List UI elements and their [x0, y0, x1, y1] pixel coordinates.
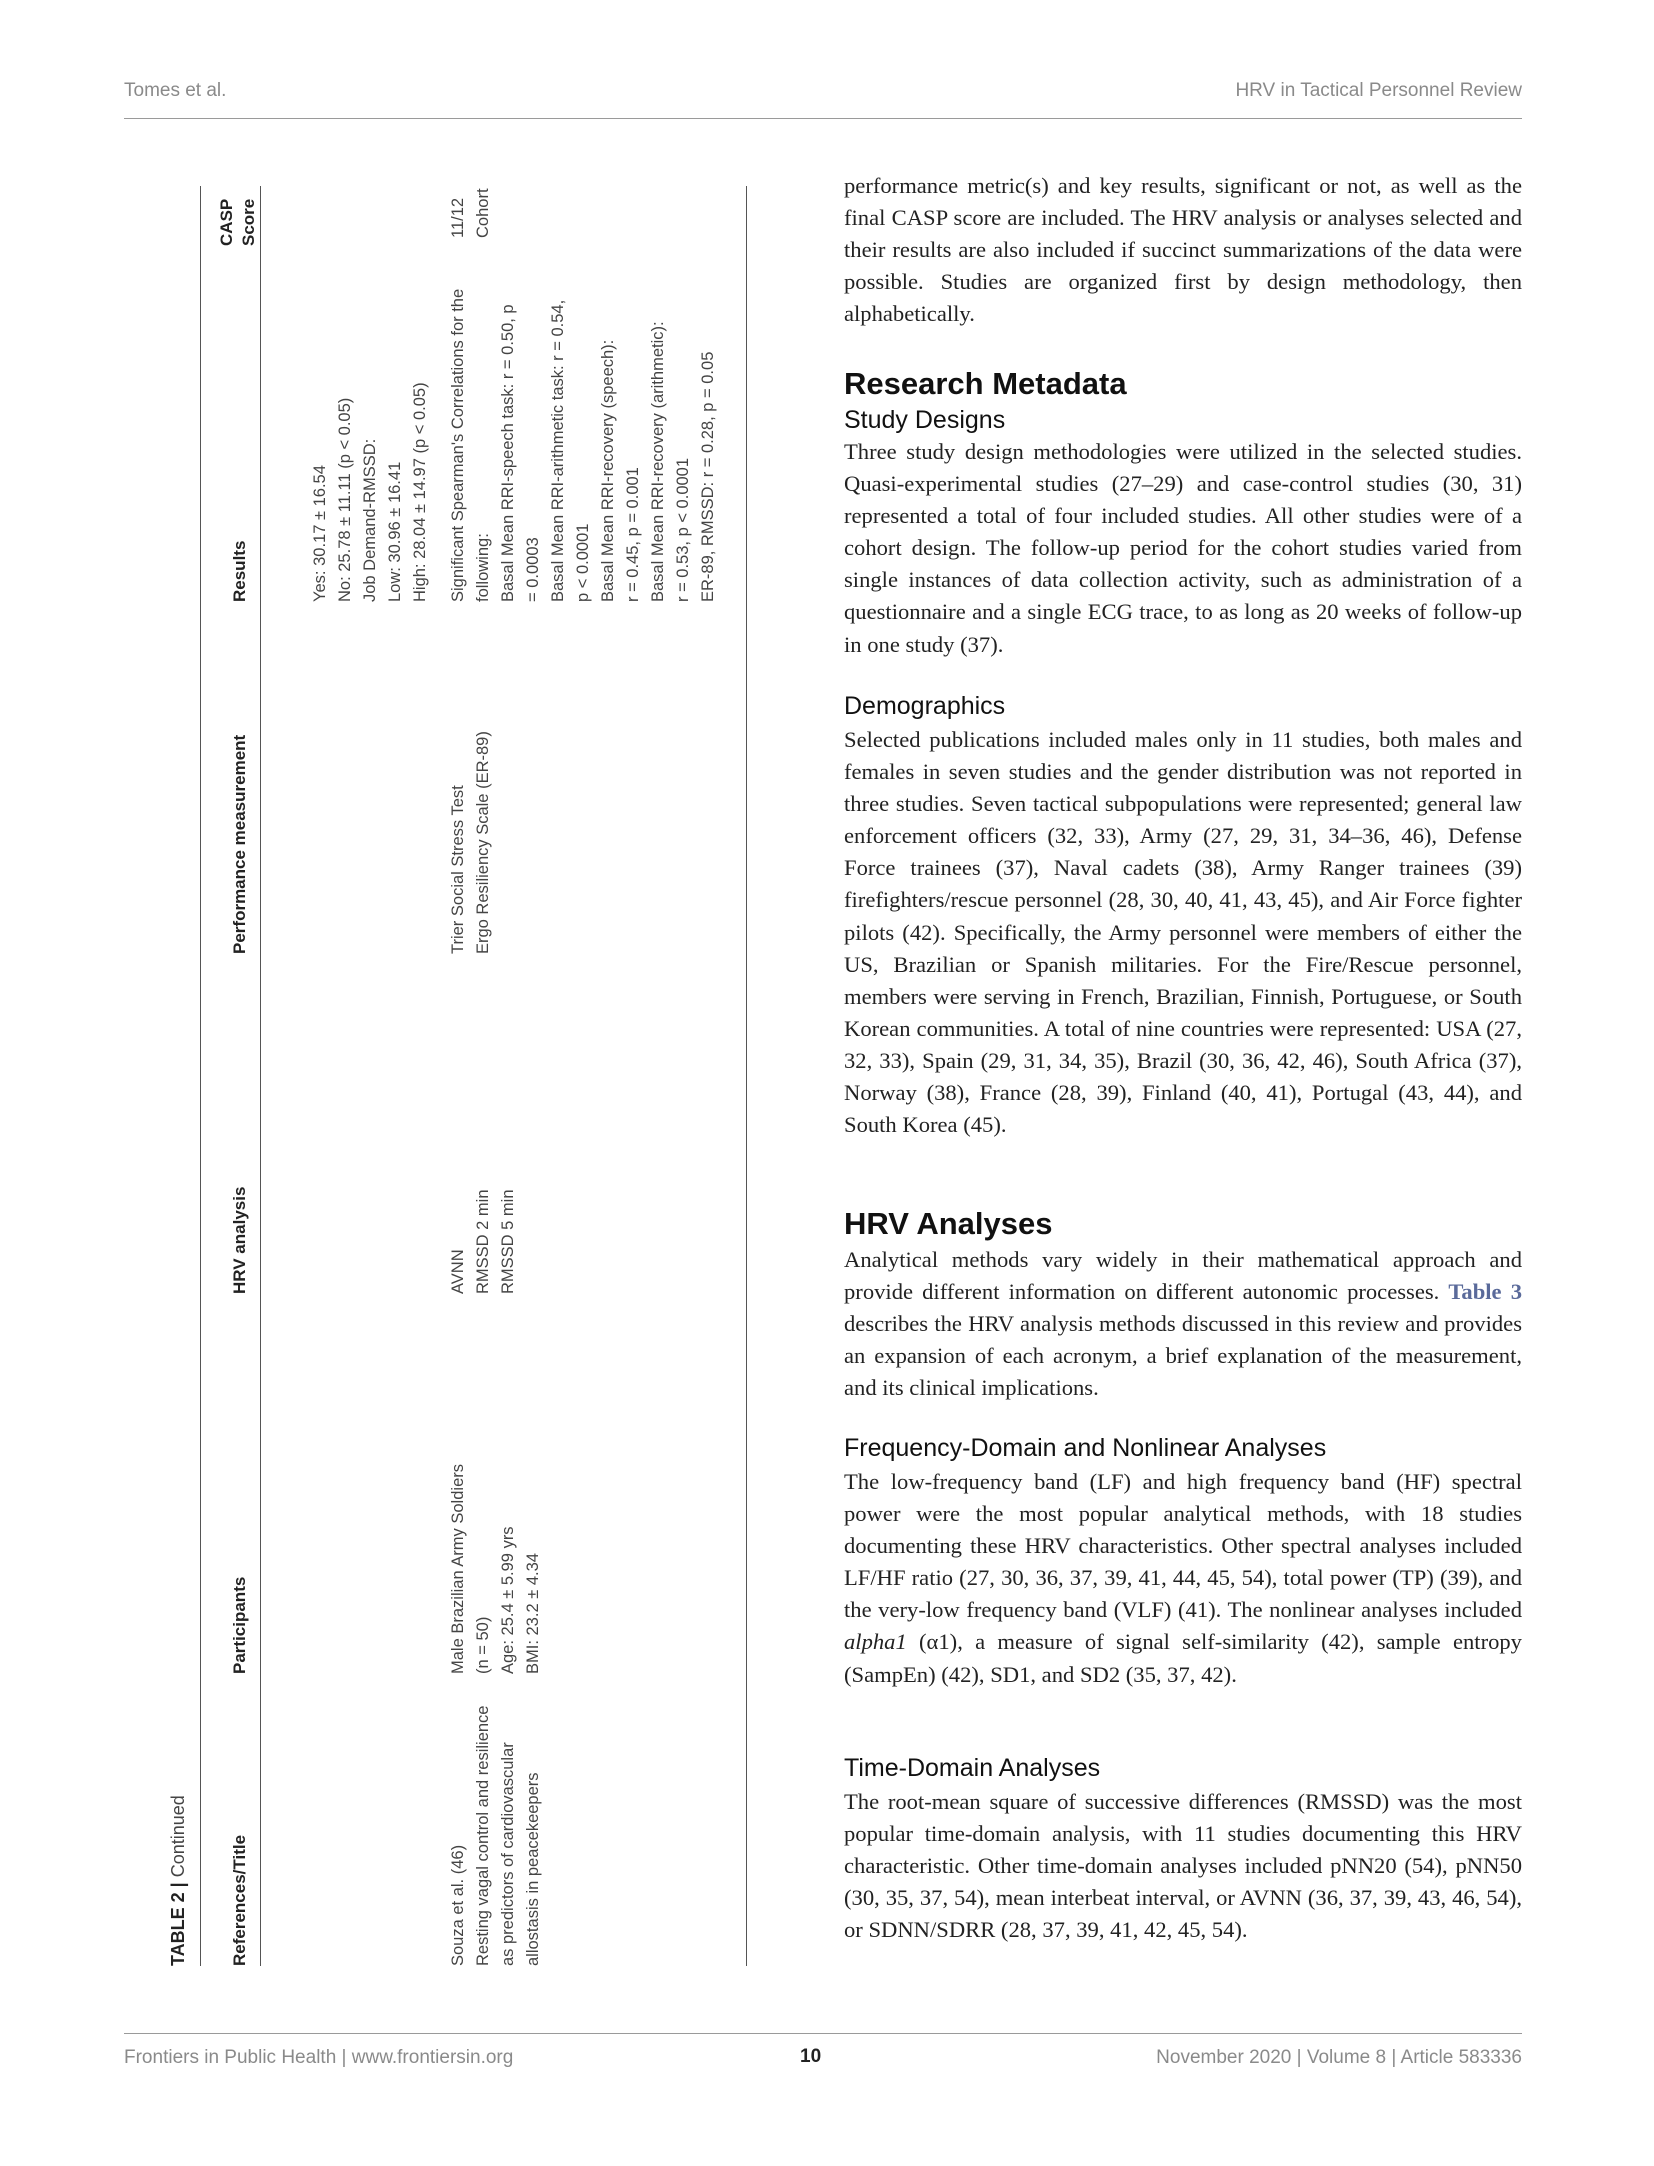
participants-line: (n = 50): [474, 1616, 492, 1674]
table-header-rule: [260, 186, 261, 1966]
result-line: r = 0.45, p = 0.001: [624, 467, 642, 602]
col-header-participants: Participants: [230, 1576, 249, 1674]
table-2-continued: [168, 183, 748, 1998]
performance-line: Trier Social Stress Test: [449, 785, 467, 954]
result-line: Job Demand-RMSSD:: [361, 438, 379, 602]
col-header-casp-score: [216, 199, 260, 246]
casp-value: 11/12: [449, 197, 467, 238]
col-header-casp: CASP: [217, 198, 236, 246]
result-line: Basal Mean RRI-arithmetic task: r = 0.54,: [549, 299, 567, 602]
time-domain-paragraph: The root-mean square of successive differences (RMSSD) was the most popular time-domain analysis, with 11 studies documenting this HRV characteristic. Other time-domain analyses included pNN20 (54), pNN50 (30, 35, 37, 54), mean interbeat interval, or AVNN (36, 37, 39, 43, 46, 54), or SDNN/SDRR (28, 37, 39, 41, 42, 45, 54).: [844, 1789, 1522, 1943]
hrv-analyses-paragraph: [844, 1244, 1522, 1404]
result-line: No: 25.78 ± 11.11 (p < 0.05): [336, 397, 354, 602]
footer-page-number: 10: [800, 2046, 822, 2067]
result-line: Basal Mean RRI-speech task: r = 0.50, p: [499, 304, 517, 602]
result-line: ER-89, RMSSD: r = 0.28, p = 0.05: [699, 351, 717, 602]
prev-row-results: [308, 382, 433, 602]
result-line: = 0.0003: [524, 537, 542, 602]
alpha1-term: alpha1: [844, 1629, 907, 1655]
result-line: Low: 30.96 ± 16.41: [386, 461, 404, 602]
souza-reference: [446, 1706, 546, 1966]
table-3-link[interactable]: Table 3: [1448, 1279, 1522, 1305]
participants-line: Male Brazilian Army Soldiers: [449, 1464, 467, 1674]
participants-line: BMI: 23.2 ± 4.34: [524, 1553, 542, 1674]
heading-hrv-analyses: HRV Analyses: [844, 1206, 1053, 1241]
souza-participants: [446, 1464, 546, 1674]
casp-design: Cohort: [474, 188, 492, 238]
header-rule: [124, 118, 1522, 119]
result-line: r = 0.53, p < 0.0001: [674, 457, 692, 602]
col-header-results: Results: [230, 540, 249, 602]
col-header-references: References/Title: [230, 1834, 249, 1966]
freq-text-before: The low-frequency band (LF) and high frequency band (HF) spectral power were the most popular analytical methods, with 18 studies documenting these HRV characteristics. Other spectral analyses included LF/HF ratio (27, 30, 36, 37, 39, 41, 44, 45, 54), total power (TP) (39), and the very-low frequency band (VLF) (41). The nonlinear analyses included: [844, 1469, 1522, 1623]
col-header-hrv-analysis: HRV analysis: [230, 1186, 249, 1294]
result-line: Yes: 30.17 ± 16.54: [311, 465, 329, 602]
heading-time-domain: Time-Domain Analyses: [844, 1754, 1101, 1782]
souza-results: [446, 289, 721, 602]
hrv-line: RMSSD 5 min: [499, 1189, 517, 1294]
table-caption-continued: Continued: [168, 1795, 188, 1878]
result-line: Significant Spearman's Correlations for the: [449, 288, 467, 602]
hrv-text-before: Analytical methods vary widely in their mathematical approach and provide different information on different autonomic processes.: [844, 1247, 1522, 1305]
result-line: High: 28.04 ± 14.97 (p < 0.05): [411, 382, 429, 602]
reference-line: as predictors of cardiovascular: [499, 1742, 517, 1966]
result-line: p < 0.0001: [574, 523, 592, 602]
participants-line: Age: 25.4 ± 5.99 yrs: [499, 1526, 517, 1674]
footer-rule: [124, 2033, 1522, 2034]
study-designs-paragraph: Three study design methodologies were utilized in the selected studies. Quasi-experimental studies (27–29) and case-control studies (30, 31) represented a total of four included studies. All other studies were of a cohort design. The follow-up period for the cohort studies varied from single instances of data collection activity, such as administration of a questionnaire and a single ECG trace, to as long as 20 weeks of follow-up in one study (37).: [844, 439, 1522, 657]
result-line: following:: [474, 533, 492, 602]
table-bottom-rule: [746, 186, 747, 1966]
heading-study-designs: Study Designs: [844, 406, 1006, 434]
heading-frequency-domain: Frequency-Domain and Nonlinear Analyses: [844, 1434, 1327, 1462]
table-caption-label: TABLE 2 |: [168, 1882, 188, 1966]
hrv-line: RMSSD 2 min: [474, 1189, 492, 1294]
souza-performance: [446, 731, 496, 954]
heading-demographics: Demographics: [844, 692, 1006, 720]
running-head-title: HRV in Tactical Personnel Review: [1235, 80, 1522, 101]
result-line: Basal Mean RRI-recovery (arithmetic):: [649, 321, 667, 602]
table-top-rule: [200, 186, 201, 1966]
frequency-domain-paragraph: [844, 1466, 1522, 1691]
souza-casp-score: [446, 188, 496, 238]
heading-research-metadata: Research Metadata: [844, 366, 1127, 401]
freq-text-after: (α1), a measure of signal self-similarity (42), sample entropy (SampEn) (42), SD1, and SD2 (35, 37, 42).: [844, 1629, 1522, 1687]
performance-line: Ergo Resiliency Scale (ER-89): [474, 731, 492, 954]
table-caption: [168, 1795, 189, 1966]
souza-hrv-analysis: [446, 1189, 521, 1294]
footer-issue: November 2020 | Volume 8 | Article 583336: [1156, 2047, 1522, 2068]
reference-line: allostasis in peacekeepers: [524, 1772, 542, 1966]
intro-paragraph: performance metric(s) and key results, significant or not, as well as the final CASP score are included. The HRV analysis or analyses selected and their results are also included if succinct summarizations of the data were possible. Studies are organized first by design methodology, then alphabetically.: [844, 173, 1522, 327]
col-header-performance: Performance measurement: [230, 734, 249, 954]
result-line: Basal Mean RRI-recovery (speech):: [599, 339, 617, 602]
hrv-text-after: describes the HRV analysis methods discussed in this review and provides an expansion of each acronym, a brief explanation of the measurement, and its clinical implications.: [844, 1311, 1522, 1401]
running-head-authors: Tomes et al.: [124, 80, 227, 101]
footer-journal: Frontiers in Public Health | www.frontiersin.org: [124, 2047, 514, 2068]
reference-line: Souza et al. (46): [449, 1844, 467, 1966]
demographics-paragraph: Selected publications included males only in 11 studies, both males and females in seven studies and the gender distribution was not reported in three studies. Seven tactical subpopulations were represented; general law enforcement officers (32, 33), Army (27, 29, 31, 34–36, 46), Defense Force trainees (37), Naval cadets (38), Army Ranger trainees (39) firefighters/rescue personnel (28, 30, 40, 41, 43, 45), and Air Force fighter pilots (42). Specifically, the Army personnel were members of either the US, Brazilian or Spanish militaries. For the Fire/Rescue personnel, members were serving in French, Brazilian, Finnish, Portuguese, or South Korean communities. A total of nine countries were represented: USA (27, 32, 33), Spain (29, 31, 34, 35), Brazil (30, 36, 42, 46), South Africa (37), Norway (38), France (28, 39), Finland (40, 41), Portugal (43, 44), and South Korea (45).: [844, 727, 1522, 1138]
reference-line: Resting vagal control and resilience: [474, 1705, 492, 1966]
col-header-score: Score: [239, 198, 258, 246]
hrv-line: AVNN: [449, 1249, 467, 1294]
